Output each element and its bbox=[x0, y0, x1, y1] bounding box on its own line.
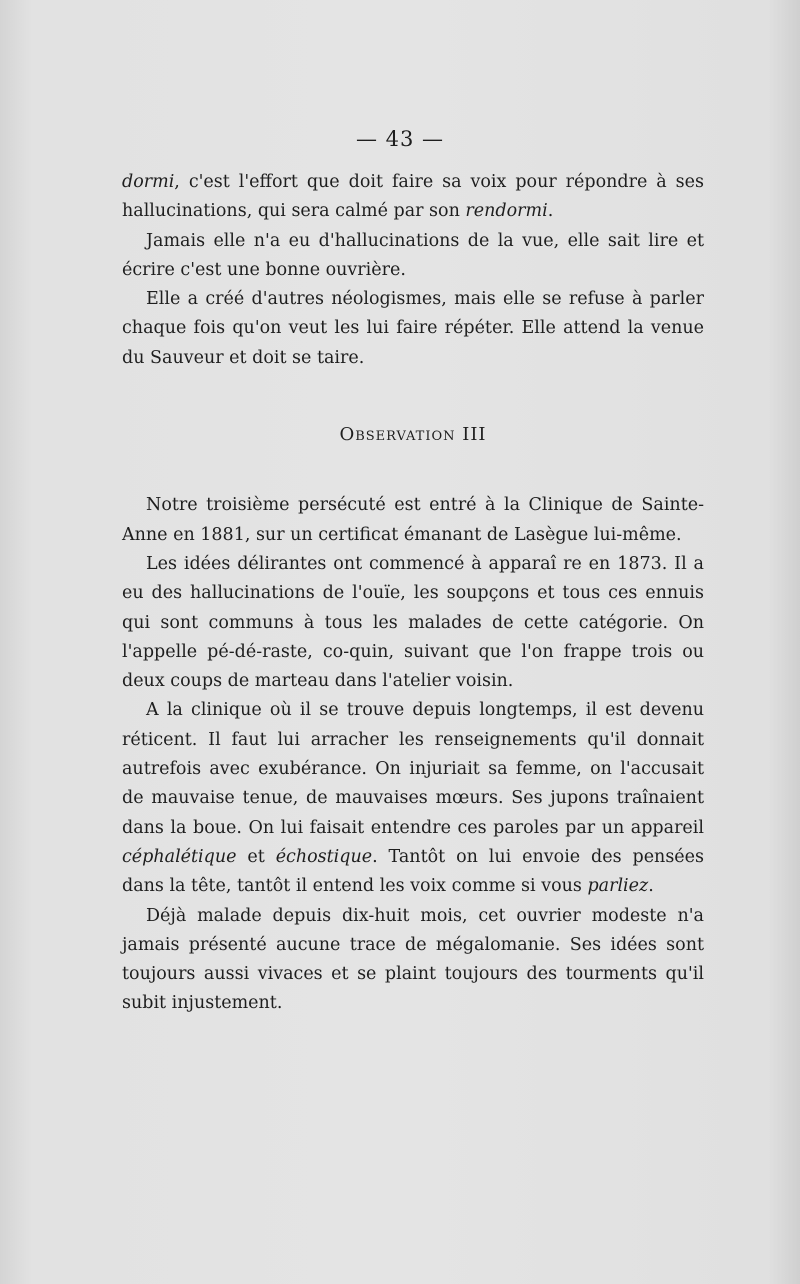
paragraph-text: A la clinique où il se trouve depuis longtemps, il est devenu réticent. Il faut lui arracher les renseignements qu'il donnait autrefois avec exubérance. On injuriait sa femme, on l'accusait de mauvaise tenue, de mauvaises mœurs. Ses jupons traînaient dans la boue. On lui faisait entendre ces paroles par un appareil bbox=[122, 700, 704, 838]
paragraph-megalomania: Déjà malade depuis dix-huit mois, cet ouvrier modeste n'a jamais présenté aucune trace de mégalomanie. Ses idées sont toujours aussi vivaces et se plaint toujours des tourments qu'il subit injustement. bbox=[122, 905, 704, 1014]
paragraph-admission: Notre troisième persécuté est entré à la Clinique de Sainte-Anne en 1881, sur un certificat émanant de Lasègue lui-même. bbox=[122, 495, 704, 545]
italic-word: rendormi bbox=[465, 201, 548, 222]
page-number: — 43 — bbox=[355, 127, 445, 151]
italic-word: céphalétique bbox=[122, 846, 237, 867]
body-text bbox=[122, 168, 704, 1019]
paragraph-vision: Jamais elle n'a eu d'hallucinations de la vue, elle sait lire et écrire c'est une bonne ouvrière. bbox=[122, 230, 704, 280]
paragraph-text: . bbox=[648, 876, 654, 897]
paragraph-text: , c'est l'effort que doit faire sa voix pour répondre à ses hallucinations, qui sera calmé par son bbox=[122, 172, 704, 222]
paragraph-clinic bbox=[122, 696, 704, 901]
paragraph-text: . Tantôt on lui envoie des pensées dans la tête, tantôt il entend les voix comme si vous bbox=[122, 846, 704, 897]
paragraph-text: . bbox=[547, 201, 554, 222]
italic-word: dormi bbox=[122, 172, 175, 192]
italic-word: parliez bbox=[587, 876, 649, 897]
section-heading: Observation III bbox=[339, 424, 487, 446]
paragraph-delusions: Les idées délirantes ont commencé à apparaî re en 1873. Il a eu des hallucinations de l'ouïe, les soupçons et tous ces ennuis qui sont communs à tous les malades de cette catégorie. On l'appelle pé-dé-raste, co-quin, suivant que l'on frappe trois ou deux coups de marteau dans l'atelier voisin. bbox=[122, 553, 704, 692]
paragraph-continuation bbox=[122, 168, 704, 227]
paragraph-neologisms: Elle a créé d'autres néologismes, mais elle se refuse à parler chaque fois qu'on veut les lui faire répéter. Elle attend la venue du Sauveur et doit se taire. bbox=[122, 289, 704, 368]
paragraph-text: et bbox=[236, 846, 276, 867]
italic-word: échostique bbox=[275, 846, 373, 867]
